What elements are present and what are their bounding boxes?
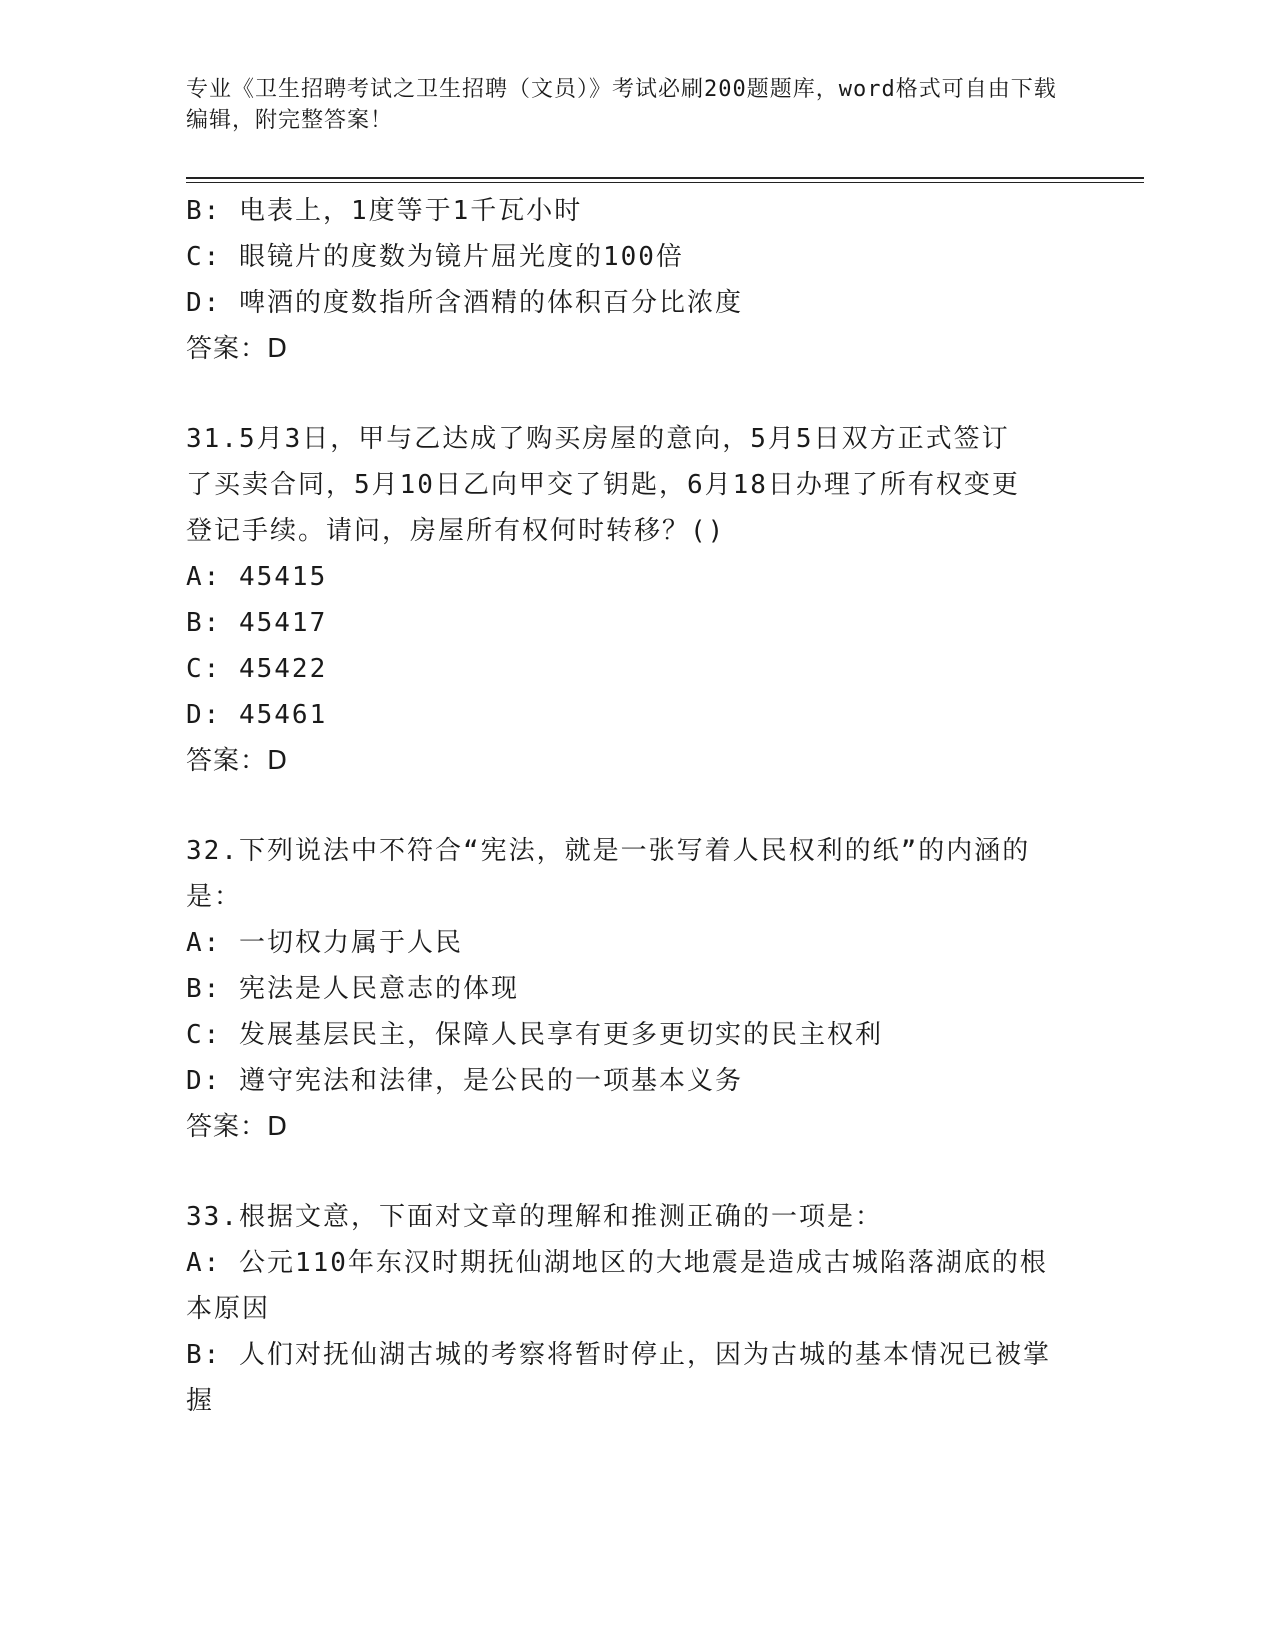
question-33	[186, 1194, 1066, 1424]
option-a: A: 一切权力属于人民	[186, 928, 463, 958]
question-32	[186, 828, 1066, 1150]
question-31	[186, 416, 1066, 784]
option-c: C: 眼镜片的度数为镜片屈光度的100倍	[186, 242, 684, 272]
question-stem: 登记手续。请问，房屋所有权何时转移？()	[186, 516, 726, 546]
option-b: B: 电表上，1度等于1千瓦小时	[186, 196, 583, 226]
question-stem: 31.5月3日，甲与乙达成了购买房屋的意向，5月5日双方正式签订	[186, 424, 1010, 454]
document-header: 专业《卫生招聘考试之卫生招聘（文员）》考试必刷200题题库，word格式可自由下载编辑，附完整答案！	[186, 77, 1057, 133]
option-a: A: 45415	[186, 562, 328, 592]
question-stem: 了买卖合同，5月10日乙向甲交了钥匙，6月18日办理了所有权变更	[186, 470, 1020, 500]
question-stem: 33.根据文意，下面对文章的理解和推测正确的一项是：	[186, 1202, 883, 1232]
option-b: B: 45417	[186, 608, 328, 638]
header-divider-thick	[186, 177, 1144, 179]
option-a: A: 公元110年东汉时期抚仙湖地区的大地震是造成古城陷落湖底的根	[186, 1248, 1048, 1278]
option-c: C: 45422	[186, 654, 328, 684]
option-a-continued: 本原因	[186, 1294, 271, 1324]
option-c: C: 发展基层民主，保障人民享有更多更切实的民主权利	[186, 1020, 883, 1050]
document-body	[186, 188, 1066, 1424]
header-divider-thin	[186, 182, 1144, 183]
question-stem: 是：	[186, 882, 243, 912]
option-b: B: 宪法是人民意志的体现	[186, 974, 519, 1004]
option-d: D: 45461	[186, 700, 328, 730]
answer-line: 答案：D	[186, 1112, 289, 1142]
question-stem: 32.下列说法中不符合“宪法，就是一张写着人民权利的纸”的内涵的	[186, 836, 1031, 866]
option-b: B: 人们对抚仙湖古城的考察将暂时停止，因为古城的基本情况已被掌	[186, 1340, 1051, 1370]
option-d: D: 遵守宪法和法律，是公民的一项基本义务	[186, 1066, 743, 1096]
option-b-continued: 握	[186, 1386, 215, 1416]
answer-line: 答案：D	[186, 746, 289, 776]
answer-line: 答案：D	[186, 334, 289, 364]
option-d: D: 啤酒的度数指所含酒精的体积百分比浓度	[186, 288, 743, 318]
question-30-continued	[186, 188, 1066, 372]
